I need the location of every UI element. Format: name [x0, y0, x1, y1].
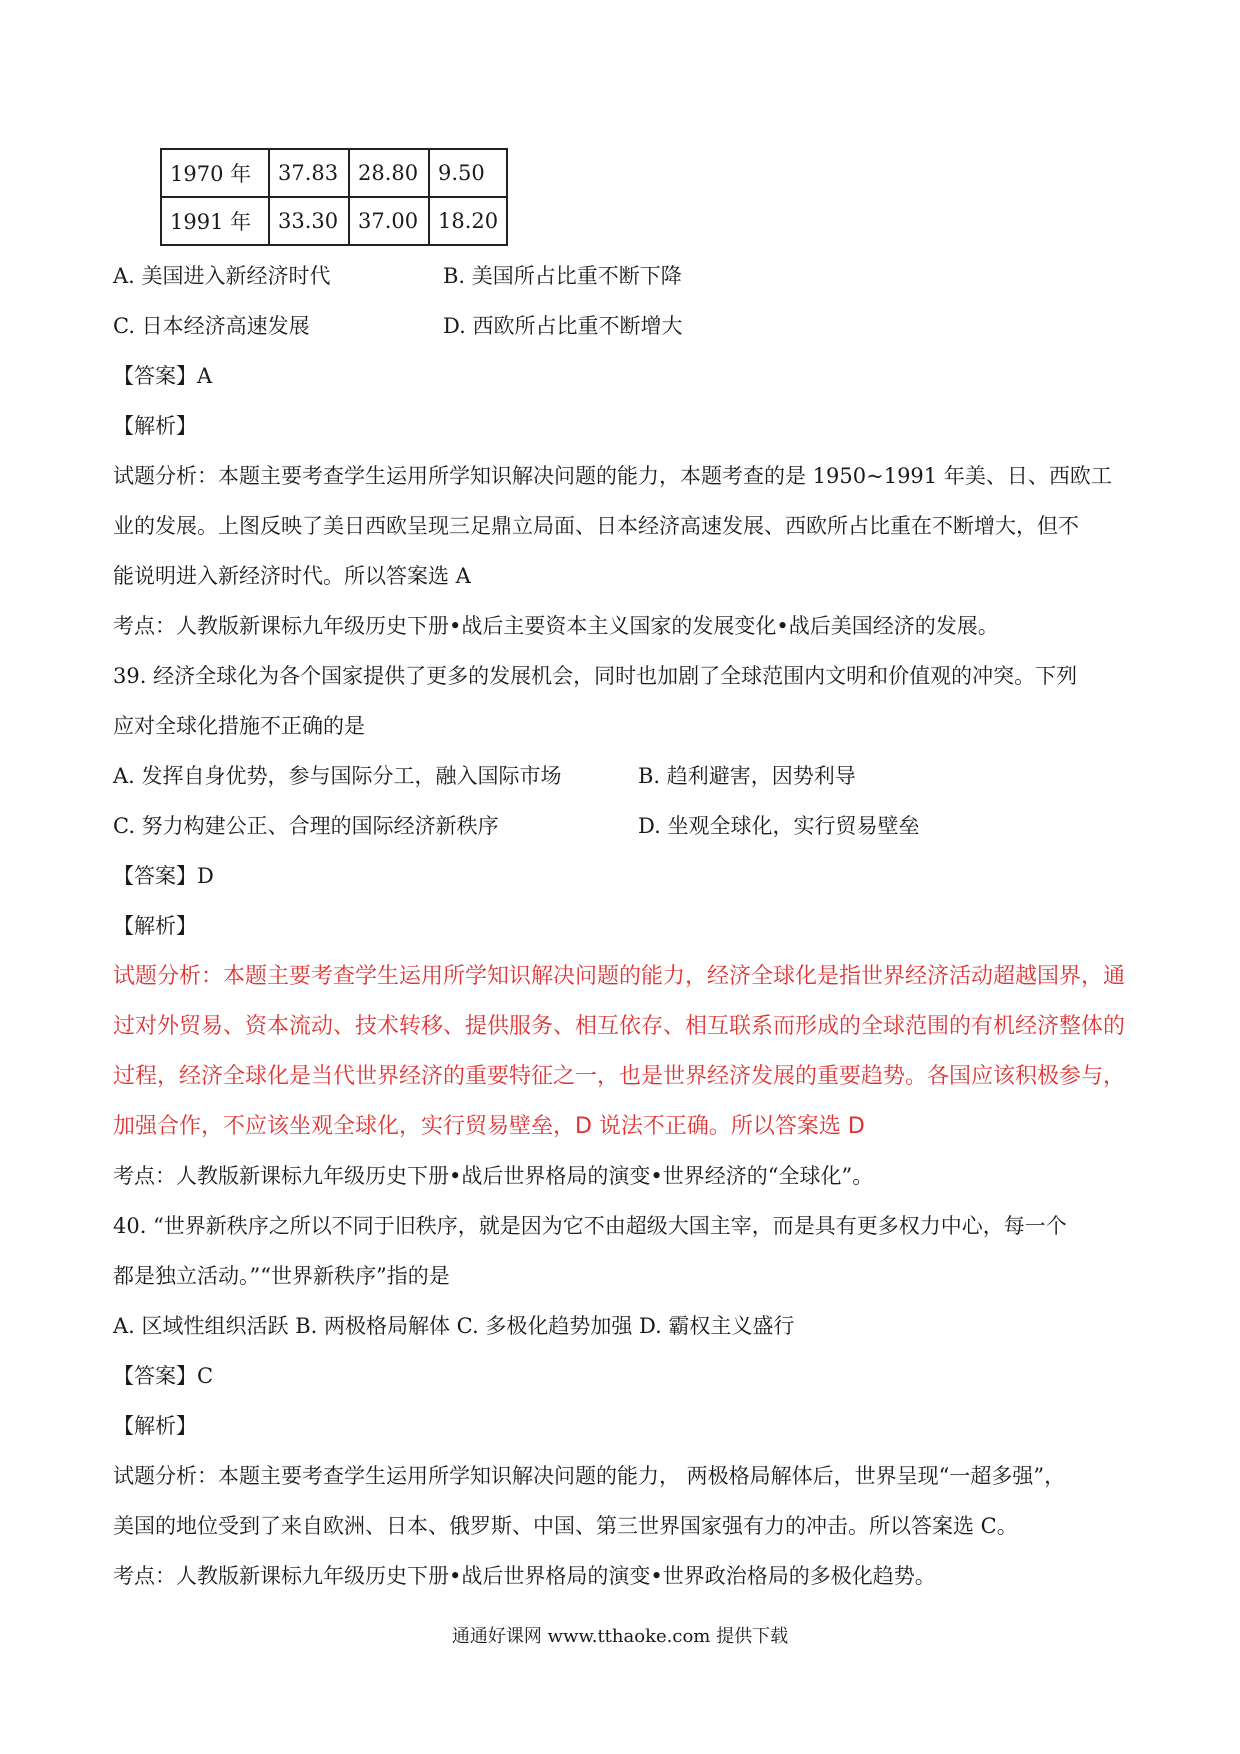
table-cell: 37.83	[269, 149, 349, 197]
table-cell: 1970 年	[161, 149, 269, 197]
q40-answer: 【答案】C	[113, 1364, 214, 1388]
q40-analysis-label: 【解析】	[113, 1414, 197, 1438]
table-cell: 18.20	[429, 197, 507, 245]
q40-stem-line: 40. “世界新秩序之所以不同于旧秩序，就是因为它不由超级大国主宰，而是具有更多权力中心，每一个	[113, 1214, 1067, 1238]
q38-analysis-label: 【解析】	[113, 414, 197, 438]
q39-stem-line: 39. 经济全球化为各个国家提供了更多的发展机会，同时也加剧了全球范围内文明和价值观的冲突。下列	[113, 664, 1078, 688]
q40-options: A. 区域性组织活跃 B. 两极格局解体 C. 多极化趋势加强 D. 霸权主义盛行	[113, 1314, 795, 1338]
q38-analysis-line: 业的发展。上图反映了美日西欧呈现三足鼎立局面、日本经济高速发展、西欧所占比重在不断增大，但不	[113, 514, 1079, 538]
q38-analysis-line: 试题分析：本题主要考查学生运用所学知识解决问题的能力，本题考查的是 1950~1991 年美、日、西欧工	[113, 464, 1112, 488]
q39-option-d: D. 坐观全球化，实行贸易壁垒	[638, 814, 920, 838]
q40-analysis-line: 试题分析：本题主要考查学生运用所学知识解决问题的能力， 两极格局解体后，世界呈现“一超多强”，	[113, 1464, 1066, 1488]
q39-analysis-line: 试题分析：本题主要考查学生运用所学知识解决问题的能力，经济全球化是指世界经济活动超越国界，通	[113, 964, 1126, 989]
q38-option-d: D. 西欧所占比重不断增大	[443, 314, 683, 338]
q39-analysis-line: 过对外贸易、资本流动、技术转移、提供服务、相互依存、相互联系而形成的全球范围的有机经济整体的	[113, 1014, 1126, 1039]
table-cell: 28.80	[349, 149, 429, 197]
q40-stem-line: 都是独立活动。”“世界新秩序”指的是	[113, 1264, 450, 1288]
q39-option-b: B. 趋利避害，因势利导	[638, 764, 856, 788]
q38-knowledge-point: 考点：人教版新课标九年级历史下册•战后主要资本主义国家的发展变化•战后美国经济的发展。	[113, 614, 999, 638]
table-cell: 9.50	[429, 149, 507, 197]
q39-answer: 【答案】D	[113, 864, 214, 888]
table-row	[161, 197, 507, 245]
q38-option-b: B. 美国所占比重不断下降	[443, 264, 682, 288]
q38-analysis-line: 能说明进入新经济时代。所以答案选 A	[113, 564, 471, 588]
q39-knowledge-point: 考点：人教版新课标九年级历史下册•战后世界格局的演变•世界经济的“全球化”。	[113, 1164, 874, 1188]
table-cell: 33.30	[269, 197, 349, 245]
q39-analysis-line: 加强合作，不应该坐观全球化，实行贸易壁垒，D 说法不正确。所以答案选 D	[113, 1114, 865, 1139]
q39-option-c: C. 努力构建公正、合理的国际经济新秩序	[113, 814, 499, 838]
q39-analysis-label: 【解析】	[113, 914, 197, 938]
q39-stem-line: 应对全球化措施不正确的是	[113, 714, 365, 738]
q40-analysis-line: 美国的地位受到了来自欧洲、日本、俄罗斯、中国、第三世界国家强有力的冲击。所以答案选 C。	[113, 1514, 1018, 1538]
q40-knowledge-point: 考点：人教版新课标九年级历史下册•战后世界格局的演变•世界政治格局的多极化趋势。	[113, 1564, 936, 1588]
table-cell: 37.00	[349, 197, 429, 245]
table-row	[161, 149, 507, 197]
table-cell: 1991 年	[161, 197, 269, 245]
data-table	[160, 148, 508, 246]
q39-analysis-line: 过程，经济全球化是当代世界经济的重要特征之一，也是世界经济发展的重要趋势。各国应该积极参与，	[113, 1064, 1126, 1089]
q38-option-c: C. 日本经济高速发展	[113, 314, 310, 338]
q39-option-a: A. 发挥自身优势，参与国际分工，融入国际市场	[113, 764, 562, 788]
q38-option-a: A. 美国进入新经济时代	[113, 264, 331, 288]
page-footer: 通通好课网 www.tthaoke.com 提供下载	[451, 1626, 789, 1647]
q38-answer: 【答案】A	[113, 364, 213, 388]
